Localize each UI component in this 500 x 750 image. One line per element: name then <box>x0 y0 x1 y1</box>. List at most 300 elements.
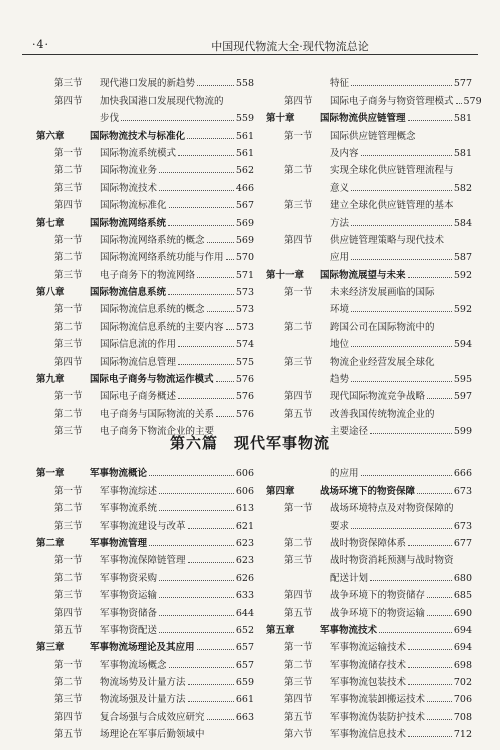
toc-entry-number: 第二节 <box>54 165 83 177</box>
toc-entry-number: 第四章 <box>266 485 295 497</box>
toc-entry-title: 国际物流网络系统 <box>90 217 167 229</box>
dot-leader <box>159 510 234 511</box>
dot-leader <box>370 580 452 581</box>
toc-entry-title: 现代港口发展的新趋势 <box>100 78 196 90</box>
toc-entry-page: 592 <box>453 269 472 281</box>
dot-leader <box>149 475 234 476</box>
dot-leader <box>178 398 234 399</box>
toc-section-entry <box>266 89 482 107</box>
toc-entry-label <box>284 284 435 298</box>
toc-entry-page: 626 <box>235 572 254 584</box>
dot-leader <box>187 138 234 139</box>
toc-entry-label <box>36 465 147 479</box>
dot-leader <box>351 311 452 312</box>
toc-section-entry <box>36 514 254 531</box>
toc-entry-title: 步伐 <box>100 113 120 125</box>
toc-entry-label <box>36 535 147 549</box>
dot-leader <box>408 667 452 668</box>
toc-section-entry <box>36 385 254 402</box>
toc-section-entry <box>266 601 472 618</box>
toc-entry-page: 694 <box>453 624 472 636</box>
toc-section-entry <box>266 194 472 211</box>
toc-entry-number: 第二节 <box>284 165 313 177</box>
toc-section-entry <box>266 281 472 298</box>
toc-entry-page: 673 <box>453 485 472 497</box>
toc-entry-label <box>54 162 157 176</box>
toc-entry-label <box>284 639 406 653</box>
dot-leader <box>159 632 234 633</box>
toc-entry-page: 576 <box>235 408 254 420</box>
toc-entry-label <box>54 709 205 723</box>
toc-section-entry <box>266 497 472 514</box>
toc-section-entry <box>266 229 472 246</box>
toc-entry-label <box>330 75 349 89</box>
toc-section-entry <box>266 142 472 159</box>
toc-section-entry <box>266 246 472 263</box>
toc-entry-title: 军事物流技术 <box>320 624 378 636</box>
toc-section-entry <box>36 315 254 332</box>
toc-entry-title: 要求 <box>330 520 350 532</box>
toc-entry-title: 国际信息流的作用 <box>100 339 177 351</box>
toc-entry-title: 国际物流网络系统功能与作用 <box>100 252 224 264</box>
toc-entry-label <box>284 605 425 619</box>
toc-entry-page: 708 <box>453 711 472 723</box>
toc-entry-label <box>284 93 454 107</box>
dot-leader <box>197 85 234 86</box>
toc-entry-page: 581 <box>453 147 472 159</box>
toc-entry-label <box>284 535 406 549</box>
toc-chapter-entry <box>36 124 254 141</box>
toc-entry-number: 第一节 <box>54 147 83 159</box>
toc-entry-page: 657 <box>235 642 254 654</box>
dot-leader <box>427 701 452 702</box>
toc-entry-number: 第一节 <box>54 659 83 671</box>
toc-entry-title: 国际物流系统模式 <box>100 147 177 159</box>
dot-leader <box>361 475 452 476</box>
toc-section-entry <box>266 549 472 566</box>
toc-chapter-entry <box>266 619 472 636</box>
toc-entry-page: 576 <box>235 391 254 403</box>
toc-entry-title: 军事物流场理论及其应用 <box>90 642 195 654</box>
toc-entry-label <box>54 483 157 497</box>
toc-entry-label <box>266 110 406 124</box>
toc-entry-label <box>36 639 195 653</box>
dot-leader <box>178 364 234 365</box>
toc-entry-page: 579 <box>463 95 482 107</box>
toc-section-entry <box>36 723 254 740</box>
toc-entry-title: 军事物流运输技术 <box>330 642 407 654</box>
toc-entry-label <box>284 674 406 688</box>
toc-entry-page: 661 <box>235 694 254 706</box>
toc-entry-title: 跨国公司在国际物流中的 <box>330 321 435 333</box>
toc-entry-page: 571 <box>235 269 254 281</box>
toc-entry-title: 电子商务与国际物流的关系 <box>100 408 215 420</box>
toc-entry-page: 680 <box>453 572 472 584</box>
toc-entry-label <box>54 232 205 246</box>
dot-leader <box>427 719 452 720</box>
toc-section-entry <box>36 402 254 419</box>
toc-entry-number: 第一节 <box>54 391 83 403</box>
toc-entry-label <box>54 657 167 671</box>
toc-entry-title: 国际物流展望与未来 <box>320 269 406 281</box>
toc-entry-number: 第四节 <box>284 391 313 403</box>
dot-leader <box>168 225 234 226</box>
toc-entry-number: 第五节 <box>284 711 313 723</box>
toc-entry-number: 第三节 <box>54 269 83 281</box>
dot-leader <box>351 225 452 226</box>
toc-section-entry <box>266 211 472 228</box>
dot-leader <box>417 493 452 494</box>
toc-entry-title: 物流场强及计量方法 <box>100 694 186 706</box>
toc-entry-title: 现代国际物流竞争战略 <box>330 391 426 403</box>
toc-entry-title: 军事物资配送 <box>100 624 158 636</box>
toc-entry-label <box>54 75 195 89</box>
dot-leader <box>379 632 452 633</box>
page-number: ·4· <box>32 38 49 51</box>
toc-entry-number: 第二节 <box>284 321 313 333</box>
dot-leader <box>159 190 234 191</box>
toc-entry-label <box>54 197 167 211</box>
toc-entry-number: 第四节 <box>54 200 83 212</box>
toc-section-entry <box>266 705 472 722</box>
toc-entry-label <box>36 128 185 142</box>
toc-entry-label <box>54 388 176 402</box>
part-title: 第六篇 现代军事物流 <box>169 434 330 452</box>
toc-entry-title: 复合场强与合成效应研究 <box>100 711 205 723</box>
toc-section-entry <box>266 298 472 315</box>
toc-entry-label <box>36 215 166 229</box>
dot-leader <box>351 190 452 191</box>
dot-leader <box>159 493 234 494</box>
dot-leader <box>408 649 452 650</box>
toc-entry-page: 587 <box>453 252 472 264</box>
dot-leader <box>159 172 234 173</box>
toc-section-entry <box>36 350 254 367</box>
toc-entry-label <box>54 552 186 566</box>
toc-entry-number: 第二节 <box>54 503 83 515</box>
toc-entry-label <box>54 180 157 194</box>
toc-entry-title: 军事物流概论 <box>90 468 148 480</box>
toc-entry-number: 第四节 <box>284 694 313 706</box>
toc-entry-number: 第二节 <box>54 321 83 333</box>
toc-chapter-entry <box>36 281 254 298</box>
toc-entry-title: 加快我国港口发展现代物流的 <box>100 95 224 107</box>
toc-entry-page: 690 <box>453 607 472 619</box>
toc-entry-page: 673 <box>453 520 472 532</box>
toc-entry-page: 569 <box>235 217 254 229</box>
dot-leader <box>216 381 234 382</box>
toc-section-entry <box>36 584 254 601</box>
toc-entry-number: 第一节 <box>54 304 83 316</box>
toc-entry-label <box>54 249 224 263</box>
toc-entry-title: 国际供应链管理概念 <box>330 130 416 142</box>
toc-section-entry <box>36 549 254 566</box>
toc-entry-number: 第四节 <box>54 711 83 723</box>
toc-entry-number: 第三节 <box>54 426 83 438</box>
dot-leader <box>207 719 234 720</box>
toc-entry-title: 意义 <box>330 182 350 194</box>
toc-section-entry <box>36 159 254 176</box>
toc-entry-title: 战场环境下的物资保障 <box>320 485 416 497</box>
toc-entry-title: 建立全球化供应链管理的基本 <box>330 200 454 212</box>
toc-section-entry <box>36 333 254 350</box>
toc-entry-label <box>54 336 176 350</box>
toc-entry-number: 第三节 <box>284 200 313 212</box>
toc-entry-page: 558 <box>235 78 254 90</box>
toc-section-entry <box>36 72 254 89</box>
toc-entry-number: 第一章 <box>36 468 65 480</box>
toc-entry-title: 军事物流场概念 <box>100 659 167 671</box>
toc-entry-title: 电子商务下物流企业的主要 <box>100 426 215 438</box>
toc-entry-label <box>330 215 349 229</box>
toc-entry-title: 国际物流技术与标准化 <box>90 130 186 142</box>
toc-section-entry <box>266 653 472 670</box>
toc-section-entry <box>36 176 254 193</box>
toc-entry-label <box>100 110 119 124</box>
toc-section-entry <box>36 619 254 636</box>
toc-entry-title: 国际电子商务与物资管理模式 <box>330 95 454 107</box>
toc-entry-label <box>54 406 214 420</box>
toc-entry-label <box>284 552 454 566</box>
toc-entry-label <box>54 267 195 281</box>
toc-entry-page: 702 <box>453 677 472 689</box>
dot-leader <box>121 120 234 121</box>
toc-section-entry <box>36 688 254 705</box>
toc-section-entry <box>266 514 472 531</box>
toc-entry-number: 第四节 <box>284 95 313 107</box>
toc-entry-page: 577 <box>453 78 472 90</box>
toc-entry-title: 方法 <box>330 217 350 229</box>
toc-entry-label <box>54 674 186 688</box>
toc-entry-label <box>54 691 186 705</box>
toc-entry-title: 国际物流信息系统的概念 <box>100 304 205 316</box>
toc-chapter-entry <box>36 636 254 653</box>
dot-leader <box>207 242 234 243</box>
toc-entry-number: 第一节 <box>284 503 313 515</box>
dot-leader <box>178 346 234 347</box>
toc-entry-page: 573 <box>235 304 254 316</box>
toc-entry-number: 第二节 <box>54 408 83 420</box>
toc-entry-number: 第三节 <box>54 182 83 194</box>
toc-entry-page: 652 <box>235 624 254 636</box>
dot-leader <box>169 207 234 208</box>
toc-entry-title: 军事物流系统 <box>100 503 158 515</box>
toc-entry-label <box>266 622 377 636</box>
toc-entry-page: 633 <box>235 590 254 602</box>
toc-entry-label <box>284 197 454 211</box>
toc-chapter-entry <box>36 532 254 549</box>
toc-entry-number: 第三节 <box>284 677 313 689</box>
dot-leader <box>361 155 452 156</box>
toc-section-entry <box>266 159 472 176</box>
toc-section-entry <box>36 653 254 670</box>
toc-section-entry <box>36 497 254 514</box>
toc-entry-number: 第六章 <box>36 130 65 142</box>
toc-entry-title: 国际物流技术 <box>100 182 158 194</box>
toc-entry-label <box>266 267 406 281</box>
toc-entry-title: 军事物流信息技术 <box>330 729 407 741</box>
toc-entry-title: 战时物资消耗预测与战时物资 <box>330 555 454 567</box>
dot-leader <box>427 398 452 399</box>
toc-section-entry <box>266 532 472 549</box>
toc-section-entry <box>36 142 254 159</box>
toc-entry-number: 第三节 <box>284 356 313 368</box>
toc-section-entry <box>266 315 472 332</box>
toc-entry-number: 第三章 <box>36 642 65 654</box>
toc-entry-title: 军事物流装卸搬运技术 <box>330 694 426 706</box>
toc-entry-number: 第四节 <box>54 95 83 107</box>
toc-entry-label <box>284 587 425 601</box>
toc-entry-page: 623 <box>235 555 254 567</box>
toc-entry-title: 军事物流管理 <box>90 537 148 549</box>
toc-chapter-entry <box>266 263 472 280</box>
dot-leader <box>351 381 452 382</box>
toc-entry-number: 第四节 <box>54 356 83 368</box>
toc-entry-label <box>54 518 186 532</box>
dot-leader <box>427 597 452 598</box>
toc-entry-number: 第八章 <box>36 287 65 299</box>
dot-leader <box>149 545 234 546</box>
toc-entry-label <box>54 570 157 584</box>
toc-entry-number: 第九章 <box>36 374 65 386</box>
dot-leader <box>226 259 234 260</box>
toc-entry-page: 698 <box>453 659 472 671</box>
toc-entry-page: 466 <box>235 182 254 194</box>
toc-entry-label <box>330 518 349 532</box>
toc-entry-number: 第三节 <box>54 520 83 532</box>
toc-section-entry <box>36 566 254 583</box>
toc-entry-label <box>54 319 224 333</box>
dot-leader <box>408 736 452 737</box>
toc-entry-number: 第二节 <box>284 537 313 549</box>
toc-section-entry <box>36 194 254 211</box>
toc-entry-title: 物流场势及计量方法 <box>100 677 186 689</box>
toc-entry-number: 第五节 <box>54 624 83 636</box>
toc-section-entry <box>266 350 472 367</box>
toc-entry-page: 569 <box>235 234 254 246</box>
dot-leader <box>169 667 234 668</box>
dot-leader <box>188 528 234 529</box>
toc-entry-title: 国际物流业务 <box>100 165 158 177</box>
toc-column-bottom-right <box>266 462 472 740</box>
toc-entry-page: 613 <box>235 503 254 515</box>
toc-entry-title: 环境 <box>330 304 350 316</box>
toc-entry-title: 配送计划 <box>330 572 369 584</box>
toc-chapter-entry <box>36 462 254 479</box>
toc-entry-page: 621 <box>235 520 254 532</box>
toc-entry-page: 599 <box>453 426 472 438</box>
dot-leader <box>427 615 452 616</box>
dot-leader <box>216 416 234 417</box>
dot-leader <box>197 649 234 650</box>
toc-entry-title: 特征 <box>330 78 350 90</box>
toc-entry-label <box>54 726 205 740</box>
toc-entry-title: 应用 <box>330 252 350 264</box>
toc-section-entry <box>266 584 472 601</box>
toc-entry-title: 军事物流包装技术 <box>330 677 407 689</box>
toc-column-bottom-left <box>36 462 254 740</box>
toc-entry-title: 趋势 <box>330 374 350 386</box>
toc-entry-page: 562 <box>235 165 254 177</box>
toc-entry-number: 第一节 <box>284 130 313 142</box>
toc-entry-page: 576 <box>235 374 254 386</box>
toc-entry-page: 570 <box>235 252 254 264</box>
toc-entry-number: 第三节 <box>284 555 313 567</box>
toc-entry-page: 573 <box>235 321 254 333</box>
dot-leader <box>351 259 452 260</box>
toc-entry-title: 军事物资储备 <box>100 607 158 619</box>
toc-entry-title: 军事物流综述 <box>100 485 158 497</box>
toc-entry-title: 及内容 <box>330 147 359 159</box>
toc-section-entry <box>266 124 472 141</box>
toc-entry-title: 军事物流建设与改革 <box>100 520 186 532</box>
toc-entry-title: 国际电子商务概述 <box>100 391 177 403</box>
running-title: 中国现代物流大全·现代物流总论 <box>211 40 369 53</box>
dot-leader <box>197 277 234 278</box>
toc-entry-number: 第五节 <box>284 408 313 420</box>
toc-entry-label <box>330 145 359 159</box>
toc-section-entry <box>36 246 254 263</box>
dot-leader <box>178 155 234 156</box>
toc-entry-page: 597 <box>453 391 472 403</box>
toc-entry-page: 559 <box>235 113 254 125</box>
toc-entry-title: 的应用 <box>330 468 359 480</box>
toc-entry-title: 军事物资采购 <box>100 572 158 584</box>
toc-entry-label <box>54 145 176 159</box>
toc-entry-title: 实现全球化供应链管理流程与 <box>330 165 454 177</box>
toc-entry-number: 第二节 <box>284 659 313 671</box>
dot-leader <box>408 277 452 278</box>
toc-entry-page: 606 <box>235 485 254 497</box>
toc-chapter-entry <box>266 107 472 124</box>
toc-entry-title: 地位 <box>330 339 350 351</box>
dot-leader <box>159 597 234 598</box>
dot-leader <box>351 346 452 347</box>
toc-entry-number: 第四节 <box>284 234 313 246</box>
toc-entry-title: 供应链管理策略与现代技术 <box>330 234 445 246</box>
toc-entry-label <box>330 336 349 350</box>
toc-entry-page: 594 <box>453 339 472 351</box>
toc-entry-title: 国际物流信息管理 <box>100 356 177 368</box>
toc-entry-number: 第三节 <box>54 78 83 90</box>
toc-entry-label <box>284 691 425 705</box>
toc-entry-label <box>54 622 157 636</box>
dot-leader <box>408 545 452 546</box>
toc-entry-label <box>54 301 205 315</box>
toc-section-entry <box>266 176 472 193</box>
toc-entry-title: 战场环境特点及对物资保障的 <box>330 503 454 515</box>
toc-section-entry <box>36 705 254 722</box>
toc-entry-number: 第二章 <box>36 537 65 549</box>
toc-entry-title: 未来经济发展画临的国际 <box>330 287 435 299</box>
toc-entry-label <box>284 232 444 246</box>
toc-entry-title: 军事物流保障链管理 <box>100 555 186 567</box>
toc-entry-label <box>36 371 214 385</box>
toc-entry-page: 573 <box>235 287 254 299</box>
toc-entry-page: 644 <box>235 607 254 619</box>
toc-entry-page: 685 <box>453 590 472 602</box>
toc-section-entry <box>36 479 254 496</box>
toc-section-entry <box>36 229 254 246</box>
toc-section-entry <box>36 298 254 315</box>
toc-entry-number: 第二节 <box>54 677 83 689</box>
toc-entry-number: 第一节 <box>54 555 83 567</box>
toc-section-entry <box>36 263 254 280</box>
toc-entry-page: 677 <box>453 537 472 549</box>
dot-leader <box>351 528 452 529</box>
toc-entry-number: 第七章 <box>36 217 65 229</box>
toc-entry-number: 第五节 <box>54 729 83 741</box>
